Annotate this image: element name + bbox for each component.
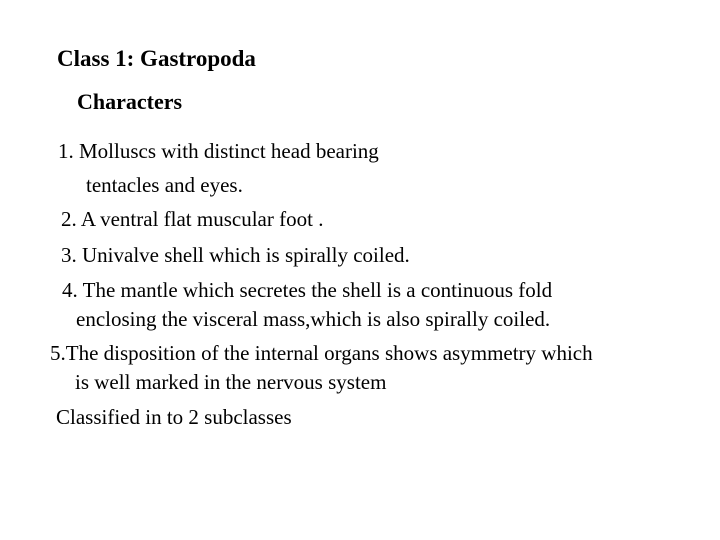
character-2: 2. A ventral flat muscular foot . <box>61 207 324 231</box>
slide-title: Class 1: Gastropoda <box>57 46 256 71</box>
character-5-line-2: is well marked in the nervous system <box>75 370 387 394</box>
section-heading: Characters <box>77 89 183 114</box>
character-5-line-1: 5.The disposition of the internal organs shows asymmetry which <box>50 341 593 365</box>
character-1-line-1: 1. Molluscs with distinct head bearing <box>58 139 379 163</box>
character-4-line-1: 4. The mantle which secretes the shell is a continuous fold <box>62 278 553 302</box>
character-4-line-2: enclosing the visceral mass,which is also spirally coiled. <box>76 307 551 331</box>
character-3: 3. Univalve shell which is spirally coiled. <box>61 243 410 267</box>
character-1-line-2: tentacles and eyes. <box>86 173 243 197</box>
subclasses-note: Classified in to 2 subclasses <box>56 405 292 429</box>
